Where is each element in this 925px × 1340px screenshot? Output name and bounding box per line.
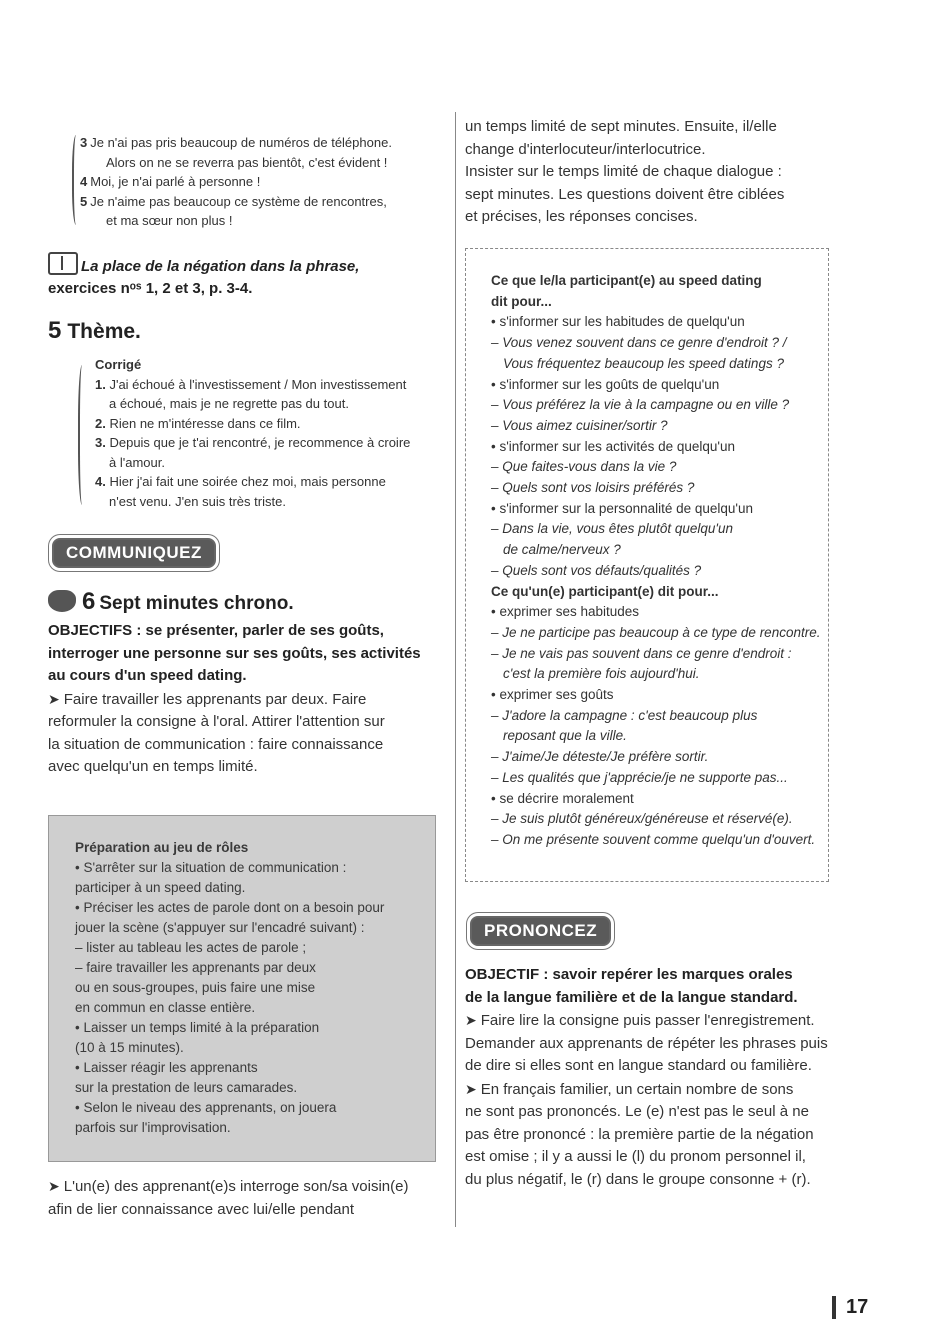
prep-line: participer à un speed dating. [75, 880, 246, 895]
prep-line: • Préciser les actes de parole dont on a besoin pour [75, 900, 385, 915]
column-divider [455, 112, 456, 1227]
prep-line: • S'arrêter sur la situation de communication : [75, 860, 347, 875]
bracket-decoration [78, 365, 88, 505]
corrige-line: 4. Hier j'ai fait une soirée chez moi, mais personne [95, 474, 386, 489]
corrige-line: 1. J'ai échoué à l'investissement / Mon investissement [95, 376, 407, 392]
preparation-box [48, 815, 436, 1162]
page-number: 17 [832, 1296, 868, 1319]
prep-line: • Laisser réagir les apprenants [75, 1060, 258, 1075]
prononcez-line: est omise ; il y a aussi le (l) du pronom personnel il, [465, 1148, 806, 1165]
prep-line: • Selon le niveau des apprenants, on jouera [75, 1100, 337, 1115]
answer-line: 4 Moi, je n'ai parlé à personne ! [80, 174, 261, 189]
instruction-line: reformuler la consigne à l'oral. Attirer l'attention sur [48, 713, 385, 730]
prep-line: – faire travailler les apprenants par deux [75, 960, 316, 975]
dialog-example: – On me présente souvent comme quelqu'un d'ouvert. [491, 831, 816, 847]
dialog-example: – Que faites-vous dans la vie ? [491, 459, 677, 475]
arrow-icon: ➤ [48, 1178, 60, 1194]
section-title: Thème. [67, 320, 141, 343]
objectif-line: OBJECTIFS : se présenter, parler de ses goûts, [48, 622, 384, 639]
dialog-example: – Quels sont vos loisirs préférés ? [491, 480, 695, 496]
answer-line: 5 Je n'aime pas beaucoup ce système de rencontres, [80, 193, 387, 209]
objectif-line: OBJECTIF : savoir repérer les marques orales [465, 966, 793, 983]
dialog-example: – J'aime/Je déteste/Je préfère sortir. [491, 749, 709, 765]
arrow-icon: ➤ [465, 1080, 477, 1097]
dialog-example: – Vous préférez la vie à la campagne ou en ville ? [491, 397, 790, 413]
dialog-example: – J'adore la campagne : c'est beaucoup plus [491, 707, 758, 723]
objectifs-block [48, 620, 440, 779]
dialog-bullet: • exprimer ses goûts [491, 687, 614, 703]
prep-line: (10 à 15 minutes). [75, 1040, 184, 1055]
prononcez-line: ➤ Faire lire la consigne puis passer l'enregistrement. [465, 1012, 815, 1029]
text-line: et précises, les réponses concises. [465, 208, 698, 225]
dialog-title: Ce qu'un(e) participant(e) dit pour... [491, 583, 719, 599]
dialog-example: – Je ne vais pas souvent dans ce genre d'endroit : [491, 645, 792, 661]
objectif-line: interroger une personne sur ses goûts, ses activités [48, 644, 421, 662]
objectif-line: au cours d'un speed dating. [48, 667, 247, 684]
corrige-label: Corrigé [95, 357, 142, 372]
prep-line: en commun en classe entière. [75, 1000, 256, 1015]
dialog-title: Ce que le/la participant(e) au speed dating [491, 273, 762, 288]
answer-line: et ma sœur non plus ! [106, 213, 233, 228]
prep-line: sur la prestation de leurs camarades. [75, 1080, 298, 1095]
prononcez-line: Demander aux apprenants de répéter les phrases puis [465, 1034, 828, 1052]
arrow-icon: ➤ [465, 1012, 477, 1028]
prononcez-line: pas être prononcé : la première partie de la négation [465, 1125, 814, 1143]
prep-line: • Laisser un temps limité à la préparation [75, 1020, 320, 1035]
prononcez-text [465, 964, 845, 1191]
dialog-example: reposant que la ville. [503, 728, 627, 744]
after-line: afin de lier connaissance avec lui/elle pendant [48, 1200, 355, 1218]
instruction-line: avec quelqu'un en temps limité. [48, 758, 258, 775]
dialog-bullet: • se décrire moralement [491, 790, 634, 806]
theater-mask-icon [48, 590, 76, 612]
prononcez-banner: PRONONCEZ [470, 916, 611, 946]
communiquez-banner: COMMUNIQUEZ [52, 538, 216, 568]
after-box-text [48, 1175, 440, 1221]
prep-line: – lister au tableau les actes de parole ; [75, 940, 307, 955]
dialog-example: de calme/nerveux ? [503, 542, 621, 558]
corrige-line: à l'amour. [109, 454, 165, 470]
exercise-title: Sept minutes chrono. [99, 593, 294, 614]
book-icon [48, 252, 78, 275]
arrow-icon: ➤ [48, 690, 60, 707]
dialog-example: – Dans la vie, vous êtes plutôt quelqu'un [491, 521, 733, 537]
prononcez-line: ➤ En français familier, un certain nombre de sons [465, 1080, 794, 1098]
prononcez-line: du plus négatif, le (r) dans le groupe consonne + (r). [465, 1170, 811, 1188]
dialog-title: dit pour... [491, 293, 552, 309]
dialog-example: – Je ne participe pas beaucoup à ce type de rencontre. [491, 624, 821, 640]
dialog-example: – Quels sont vos défauts/qualités ? [491, 562, 702, 578]
corrige-line: 2. Rien ne m'intéresse dans ce film. [95, 415, 301, 431]
reference-exercises: exercices nᵒˢ 1, 2 et 3, p. 3-4. [48, 280, 253, 297]
prep-line: parfois sur l'improvisation. [75, 1120, 231, 1135]
corrige-line: a échoué, mais je ne regrette pas du tout. [109, 396, 349, 411]
answer-line: 3 Je n'ai pas pris beaucoup de numéros de téléphone. [80, 135, 392, 150]
instruction-line: ➤ Faire travailler les apprenants par deux. Faire [48, 690, 367, 708]
after-line: ➤ L'un(e) des apprenant(e)s interroge son/sa voisin(e) [48, 1178, 409, 1195]
dialog-example: c'est la première fois aujourd'hui. [503, 666, 700, 682]
prep-line: jouer la scène (s'appuyer sur l'encadré suivant) : [75, 920, 365, 935]
dialog-example: – Les qualités que j'apprécie/je ne supporte pas... [491, 769, 788, 785]
exercise-answers [80, 133, 440, 231]
dialog-bullet: • s'informer sur les goûts de quelqu'un [491, 376, 720, 392]
corrige-line: 3. Depuis que je t'ai rencontré, je recommence à croire [95, 435, 411, 450]
corrige-line: n'est venu. J'en suis très triste. [109, 493, 286, 509]
section-number: 5 [48, 317, 62, 344]
workbook-reference [48, 252, 438, 300]
text-line: un temps limité de sept minutes. Ensuite, il/elle [465, 118, 777, 135]
prononcez-line: ne sont pas prononcés. Le (e) n'est pas le seul à ne [465, 1103, 809, 1120]
dialog-bullet: • s'informer sur les activités de quelqu'un [491, 438, 735, 454]
theme-corrige [95, 355, 440, 511]
dialog-bullet: • s'informer sur les habitudes de quelqu'un [491, 314, 745, 330]
instruction-line: la situation de communication : faire connaissance [48, 735, 384, 753]
dialog-example: – Vous aimez cuisiner/sortir ? [491, 417, 668, 433]
section-heading-theme [48, 317, 141, 345]
reference-title: La place de la négation dans la phrase, [81, 258, 360, 275]
dialog-example: – Je suis plutôt généreux/généreuse et réservé(e). [491, 811, 793, 827]
exercise-heading [48, 588, 294, 616]
prep-line: ou en sous-groupes, puis faire une mise [75, 980, 316, 995]
right-intro [465, 116, 845, 229]
dialog-box [465, 248, 829, 882]
text-line: Insister sur le temps limité de chaque dialogue : [465, 163, 782, 180]
exercise-number: 6 [82, 588, 96, 615]
prep-title: Préparation au jeu de rôles [75, 840, 249, 855]
text-line: sept minutes. Les questions doivent être ciblées [465, 185, 785, 203]
dialog-bullet: • s'informer sur la personnalité de quelqu'un [491, 500, 754, 516]
text-line: change d'interlocuteur/interlocutrice. [465, 140, 706, 158]
dialog-bullet: • exprimer ses habitudes [491, 604, 640, 620]
prononcez-line: de dire si elles sont en langue standard ou familière. [465, 1057, 812, 1074]
dialog-example: Vous fréquentez beaucoup les speed datings ? [503, 355, 784, 371]
dialog-example: – Vous venez souvent dans ce genre d'endroit ? / [491, 335, 787, 351]
objectif-line: de la langue familière et de la langue standard. [465, 988, 798, 1006]
answer-line: Alors on ne se reverra pas bientôt, c'est évident ! [106, 154, 388, 170]
